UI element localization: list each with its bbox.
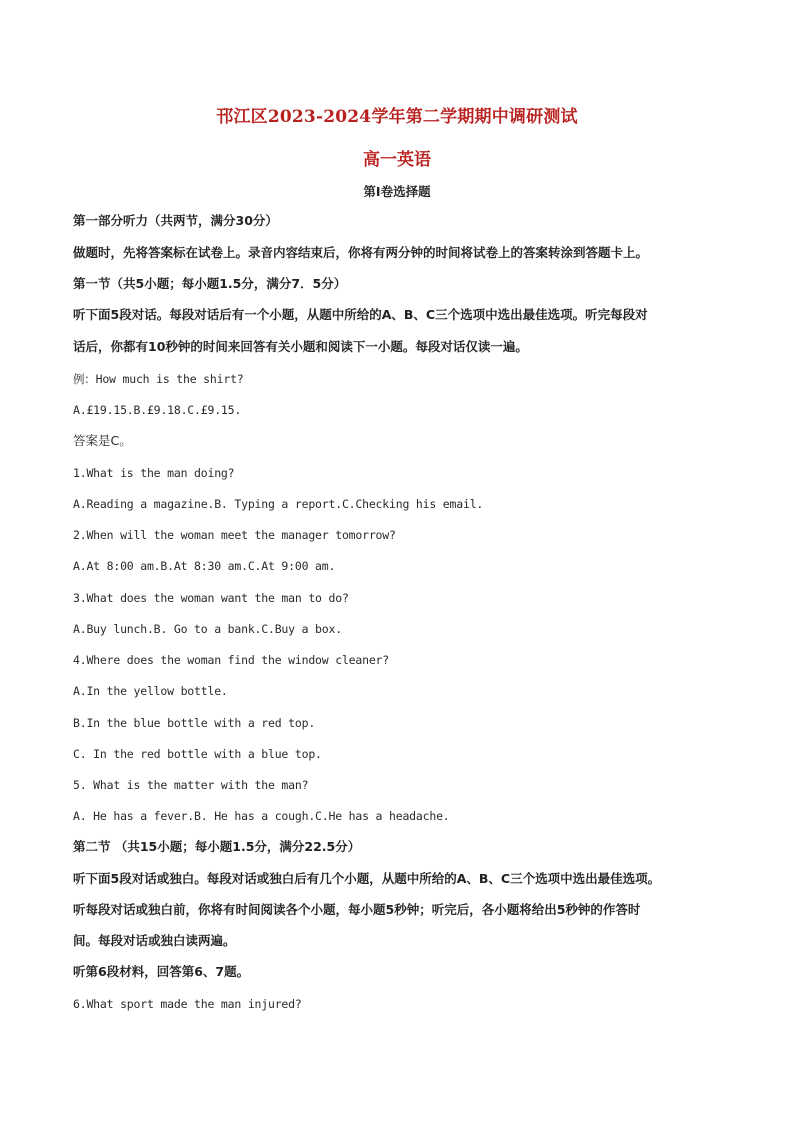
exam-subject: 高一英语	[363, 150, 431, 170]
example-options: A.£19.15.B.£9.18.C.£9.15.	[73, 403, 242, 417]
exam-title: 邗江区2023-2024学年第二学期期中调研测试	[216, 107, 578, 127]
section-two-instruction-line-2: 听每段对话或独白前，你将有时间阅读各个小题，每小题5秒钟；听完后，各小题将给出5秒钟的作答时	[73, 902, 641, 917]
volume-label: 第I卷选择题	[363, 184, 431, 199]
question-3: 3.What does the woman want the man to do?	[73, 591, 349, 605]
section-two-instruction-line-3: 间。每段对话或独白读两遍。	[73, 933, 236, 948]
question-6: 6.What sport made the man injured?	[73, 997, 302, 1011]
question-1: 1.What is the man doing?	[73, 466, 235, 480]
part-one-heading: 第一部分听力（共两节，满分30分）	[73, 213, 278, 228]
question-3-options: A.Buy lunch.B. Go to a bank.C.Buy a box.	[73, 622, 342, 636]
question-4-option-a: A.In the yellow bottle.	[73, 684, 228, 698]
section-one-heading: 第一节（共5小题；每小题1.5分，满分7．5分）	[73, 276, 347, 291]
question-5: 5. What is the matter with the man?	[73, 778, 309, 792]
material-6-label: 听第6段材料，回答第6、7题。	[73, 964, 250, 979]
question-4-option-c: C. In the red bottle with a blue top.	[73, 747, 322, 761]
question-1-options: A.Reading a magazine.B. Typing a report.C.Checking his email.	[73, 497, 484, 511]
question-2: 2.When will the woman meet the manager tomorrow?	[73, 528, 396, 542]
question-5-options: A. He has a fever.B. He has a cough.C.He has a headache.	[73, 809, 450, 823]
question-4: 4.Where does the woman find the window cleaner?	[73, 653, 390, 667]
section-one-instruction-line-2: 话后，你都有10秒钟的时间来回答有关小题和阅读下一小题。每段对话仅读一遍。	[73, 339, 528, 354]
section-one-instruction-line-1: 听下面5段对话。每段对话后有一个小题，从题中所给的A、B、C三个选项中选出最佳选项。听完每段对	[73, 307, 648, 322]
example-answer: 答案是C。	[73, 433, 132, 448]
section-two-instruction-line-1: 听下面5段对话或独白。每段对话或独白后有几个小题，从题中所给的A、B、C三个选项中选出最佳选项。	[73, 871, 661, 886]
part-one-instruction: 做题时，先将答案标在试卷上。录音内容结束后，你将有两分钟的时间将试卷上的答案转涂到答题卡上。	[73, 245, 649, 260]
question-4-option-b: B.In the blue bottle with a red top.	[73, 716, 316, 730]
question-2-options: A.At 8:00 am.B.At 8:30 am.C.At 9:00 am.	[73, 559, 336, 573]
section-two-heading: 第二节 （共15小题；每小题1.5分，满分22.5分）	[73, 839, 361, 854]
example-question: 例：How much is the shirt?	[73, 372, 244, 386]
